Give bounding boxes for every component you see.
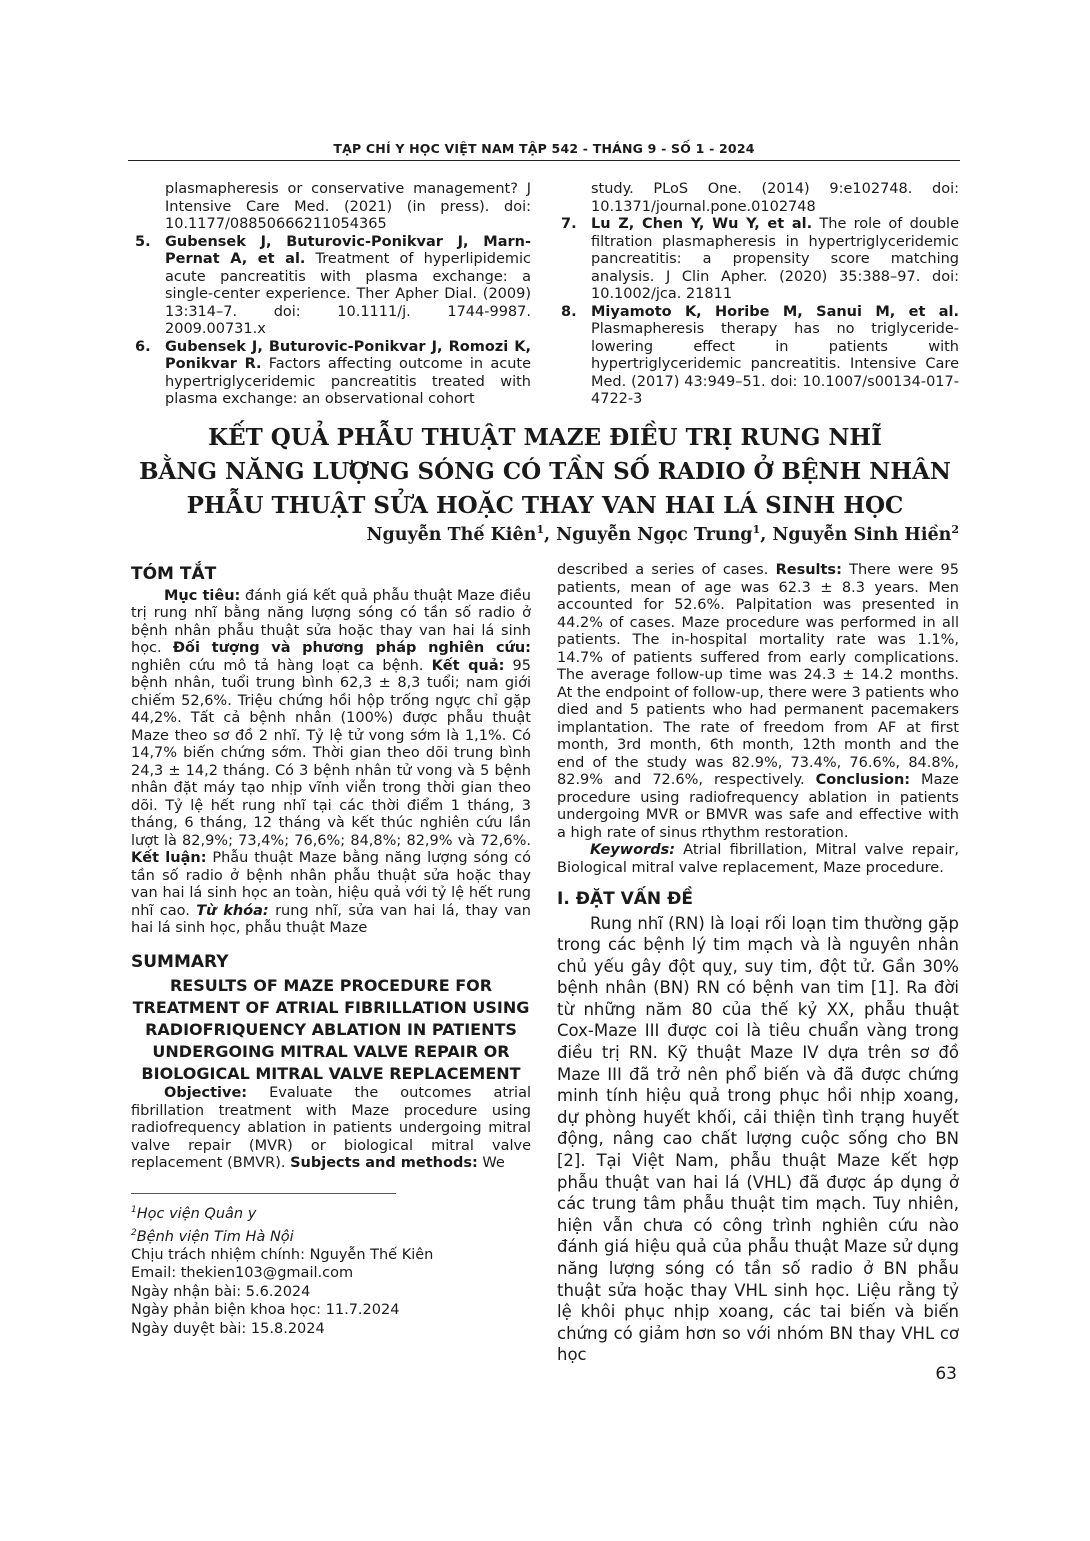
abstract-text: There were 95 patients, mean of age was 62.3 ± 8.3 years. Men accounted for 52.6%. Palpitation was presented in 44.2% of cases. Maze procedure was performed in all patients. The in-hospital mortality rate was 1.1%, 14.7% of patients suffered from early complications. The average follow-up time was 24.3 ± 14.2 months. At the endpoint of follow-up, there were 3 patients who died and 5 patients who had permanent pacemakers implantation. The rate of freedom from AF at first month, 3rd month, 6th month, 12th month and the end of the study was 82.9%, 73.4%, 76.6%, 84.8%, 82.9% and 72.6%, respectively. [557,562,959,788]
intro-heading: I. ĐẶT VẤN ĐỀ [557,889,693,909]
keywords-label: Keywords: [590,842,676,858]
abstract-text-we: We [477,1155,505,1171]
affiliation-mark: 1 [536,523,544,536]
reference-authors: Lu Z, Chen Y, Wu Y, et al. [591,216,813,232]
abstract-label: Kết luận: [131,850,207,866]
author-name: Nguyễn Ngọc Trung [556,524,753,545]
author-name: Nguyễn Thế Kiên [366,524,537,545]
abstract-text: nghiên cứu mô tả hàng loạt ca bệnh. [131,657,432,674]
right-column [557,562,959,1366]
article-title-line: BẰNG NĂNG LƯỢNG SÓNG CÓ TẦN SỐ RADIO Ở BỆNH NHÂN [139,458,951,485]
page-number: 63 [935,1364,957,1384]
reference-text: plasmapheresis or conservative management? J Intensive Care Med. (2021) (in press). doi: 10.1177/08850666211054365 [165,181,531,232]
affiliation-text: Bệnh viện Tim Hà Nội [136,1228,294,1245]
reference-authors: Gubensek J, Buturovic-Ponikvar J, Romozi K, Ponikvar R. [165,338,531,372]
reference-authors: Miyamoto K, Horibe M, Sanui M, et al. [591,303,959,320]
footnote-accepted: Ngày duyệt bài: 15.8.2024 [131,1320,325,1337]
abstract-text: Phẫu thuật Maze bằng năng lượng sóng có tần số radio ở bệnh nhân phẫu thuật sửa hoặc thay van hai lá sinh học an toàn, hiệu quả với tỷ lệ hết rung nhĩ cao. [131,850,532,919]
reference-text: study. PLoS One. (2014) 9:e102748. doi: 10.1371/journal.pone.0102748 [591,181,959,215]
reference-text: Treatment of hyperlipidemic acute pancreatitis with plasma exchange: a single-center experience. Ther Apher Dial. (2009) 13:314–7. doi: 10.1111/j. 1744-9987. 2009.00731.x [165,251,531,337]
footnote-rule [131,1193,396,1194]
summary-abstract-part1 [131,1085,531,1173]
author-list [367,523,959,545]
abstract-text: Maze procedure using radiofrequency ablation in patients undergoing MVR or BMVR was safe and effective with a high rate of sinus rthythm restoration. [557,772,959,841]
references-right-column [557,181,959,409]
reference-item [557,181,959,216]
left-column [131,566,531,1338]
reference-text: The role of double filtration plasmapheresis in hypertriglyceridemic pancreatitis: a propensity score matching analysis. J Clin Apher. (2020) 35:388–97. doi: 10.1002/jca. 21811 [591,216,959,302]
reference-text: Factors affecting outcome in acute hypertriglyceridemic pancreatitis treated with plasma exchange: an observational cohort [165,356,531,407]
reference-number: 8. [561,303,577,320]
abstract-label: Mục tiêu: [164,587,241,604]
article-title-line: KẾT QUẢ PHẪU THUẬT MAZE ĐIỀU TRỊ RUNG NHĨ [208,424,882,451]
author-separator: , [543,524,557,545]
abstract-label: Results: [775,562,842,578]
affiliation-text: Học viện Quân y [136,1206,257,1223]
reference-text: Plasmapheresis therapy has no triglyceride-lowering effect in patients with hypertriglyceridemic pancreatitis. Intensive Care Med. (2017) 43:949–51. doi: 10.1007/s00134-017-4722-3 [591,321,959,407]
affiliation-mark: 1 [131,1205,137,1216]
abstract-text: đánh giá kết quả phẫu thuật Maze điều trị rung nhĩ bằng năng lượng sóng có tần số radio ở bệnh nhân phẫu thuật sửa hoặc thay van hai lá sinh học. [131,587,531,656]
footnote-received: Ngày nhận bài: 5.6.2024 [131,1283,311,1300]
abstract-text: Evaluate the outcomes atrial fibrillation treatment with Maze procedure using radiofrequency ablation in patients undergoing mitral valve repair (MVR) or biological mitral valve replacement (BMVR). [131,1085,531,1171]
keywords-text: Atrial fibrillation, Mitral valve repair, Biological mitral valve replacement, Maze procedure. [557,842,959,876]
keywords-label: Từ khóa: [196,902,269,919]
abstract-label: Objective: [164,1085,248,1101]
footnote-affiliation [131,1224,531,1246]
affiliation-mark: 1 [752,523,761,536]
reference-number: 5. [135,233,151,250]
abstract-label: Conclusion: [815,772,911,788]
references-left-column [131,181,531,409]
abstract-text: 95 bệnh nhân, tuổi trung bình 62,3 ± 8,3 tuổi; nam giới chiếm 52,6%. Triệu chứng hồi hộp trống ngực chỉ gặp 44,2%. Tất cả bệnh nhân (100%) được phẫu thuật Maze theo sơ đồ 2 nhĩ. Tỷ lệ tử vong sớm là 1,1%. Có 14,7% biến chứng sớm. Thời gian theo dõi trung bình 24,3 ± 14,2 tháng. Có 3 bệnh nhân tử vong và 5 bệnh nhân đặt máy tạo nhịp vĩnh viễn trong thời gian theo dõi. Tỷ lệ hết rung nhĩ tại các thời điểm 1 tháng, 3 tháng, 6 tháng, 12 tháng và kết thúc nghiên cứu lần lượt là 82,9%; 73,4%; 76,6%; 84,8%; 82,9% và 72,6%. [131,657,531,849]
abstract-text: described a series of cases. [557,562,776,578]
intro-paragraph: Rung nhĩ (RN) là loại rối loạn tim thường gặp trong các bệnh lý tim mạch và là nguyên nhân chủ yếu gây đột quỵ, suy tim, đột tử. Gần 30% bệnh nhân (BN) RN có bệnh van tim [1]. Ra đời từ những năm 80 của thế kỷ XX, phẫu thuật Cox-Maze III được coi là tiêu chuẩn vàng trong điều trị RN. Kỹ thuật Maze IV dựa trên sơ đồ Maze III đã trở nên phổ biến và đã được chứng minh tính hiệu quả trong phục hồi nhịp xoang, dự phòng huyết khối, cải thiện tình trạng huyết động, nâng cao chất lượng cuộc sống cho BN [2]. Tại Việt Nam, phẫu thuật Maze kết hợp phẫu thuật van hai lá (VHL) đã được áp dụng ở các trung tâm phẫu thuật tim mạch. Tuy nhiên, hiện vẫn chưa có công trình nghiên cứu nào đánh giá hiệu quả của phẫu thuật Maze sử dụng năng lượng sóng có tần số radio ở BN phẫu thuật sửa hoặc thay VHL sinh học. Liệu rằng tỷ lệ khôi phục nhịp xoang, các tai biến và biến chứng có giảm hơn so với nhóm BN thay VHL cơ học [557,913,959,1365]
footnote-corresponding: Chịu trách nhiệm chính: Nguyễn Thế Kiên [131,1246,434,1263]
abstract-label: Kết quả: [431,657,505,674]
footnote-email: Email: thekien103@gmail.com [131,1265,354,1282]
author-separator: , [760,524,773,545]
article-title-line: PHẪU THUẬT SỬA HOẶC THAY VAN HAI LÁ SINH HỌC [186,492,904,519]
author-name: Nguyễn Sinh Hiền [772,524,952,545]
footnote-affiliation [131,1202,531,1224]
reference-item [131,181,531,234]
affiliation-mark: 2 [131,1227,137,1238]
summary-keywords [557,842,959,877]
abstract-label: Đối tượng và phương pháp nghiên cứu: [172,640,531,656]
keywords-text: rung nhĩ, sửa van hai lá, thay van hai lá sinh học, phẫu thuật Maze [131,902,531,936]
abstract-label: Subjects and methods: [290,1155,478,1171]
affiliation-mark: 2 [951,523,959,536]
article-title [130,421,960,523]
reference-number: 7. [561,216,577,232]
reference-number: 6. [135,338,151,355]
reference-item [131,234,531,339]
journal-header: TẠP CHÍ Y HỌC VIỆT NAM TẬP 542 - THÁNG 9 - SỐ 1 - 2024 [128,141,960,161]
reference-item [131,339,531,409]
tomtat-heading: TÓM TẮT [131,564,217,584]
reference-authors: Gubensek J, Buturovic-Ponikvar J, Marn-Pernat A, et al. [165,233,531,267]
summary-abstract-part2 [557,562,959,842]
summary-heading: SUMMARY [131,951,229,972]
summary-title: RESULTS OF MAZE PROCEDURE FOR TREATMENT OF ATRIAL FIBRILLATION USING RADIOFRIQUENCY ABLATION IN PATIENTS UNDERGOING MITRAL VALVE REPAIR OR BIOLOGICAL MITRAL VALVE REPLACEMENT [132,976,530,1083]
reference-item [557,304,959,409]
tomtat-abstract [131,588,531,938]
reference-item [557,216,959,304]
footnote-reviewed: Ngày phản biện khoa học: 11.7.2024 [131,1302,400,1319]
